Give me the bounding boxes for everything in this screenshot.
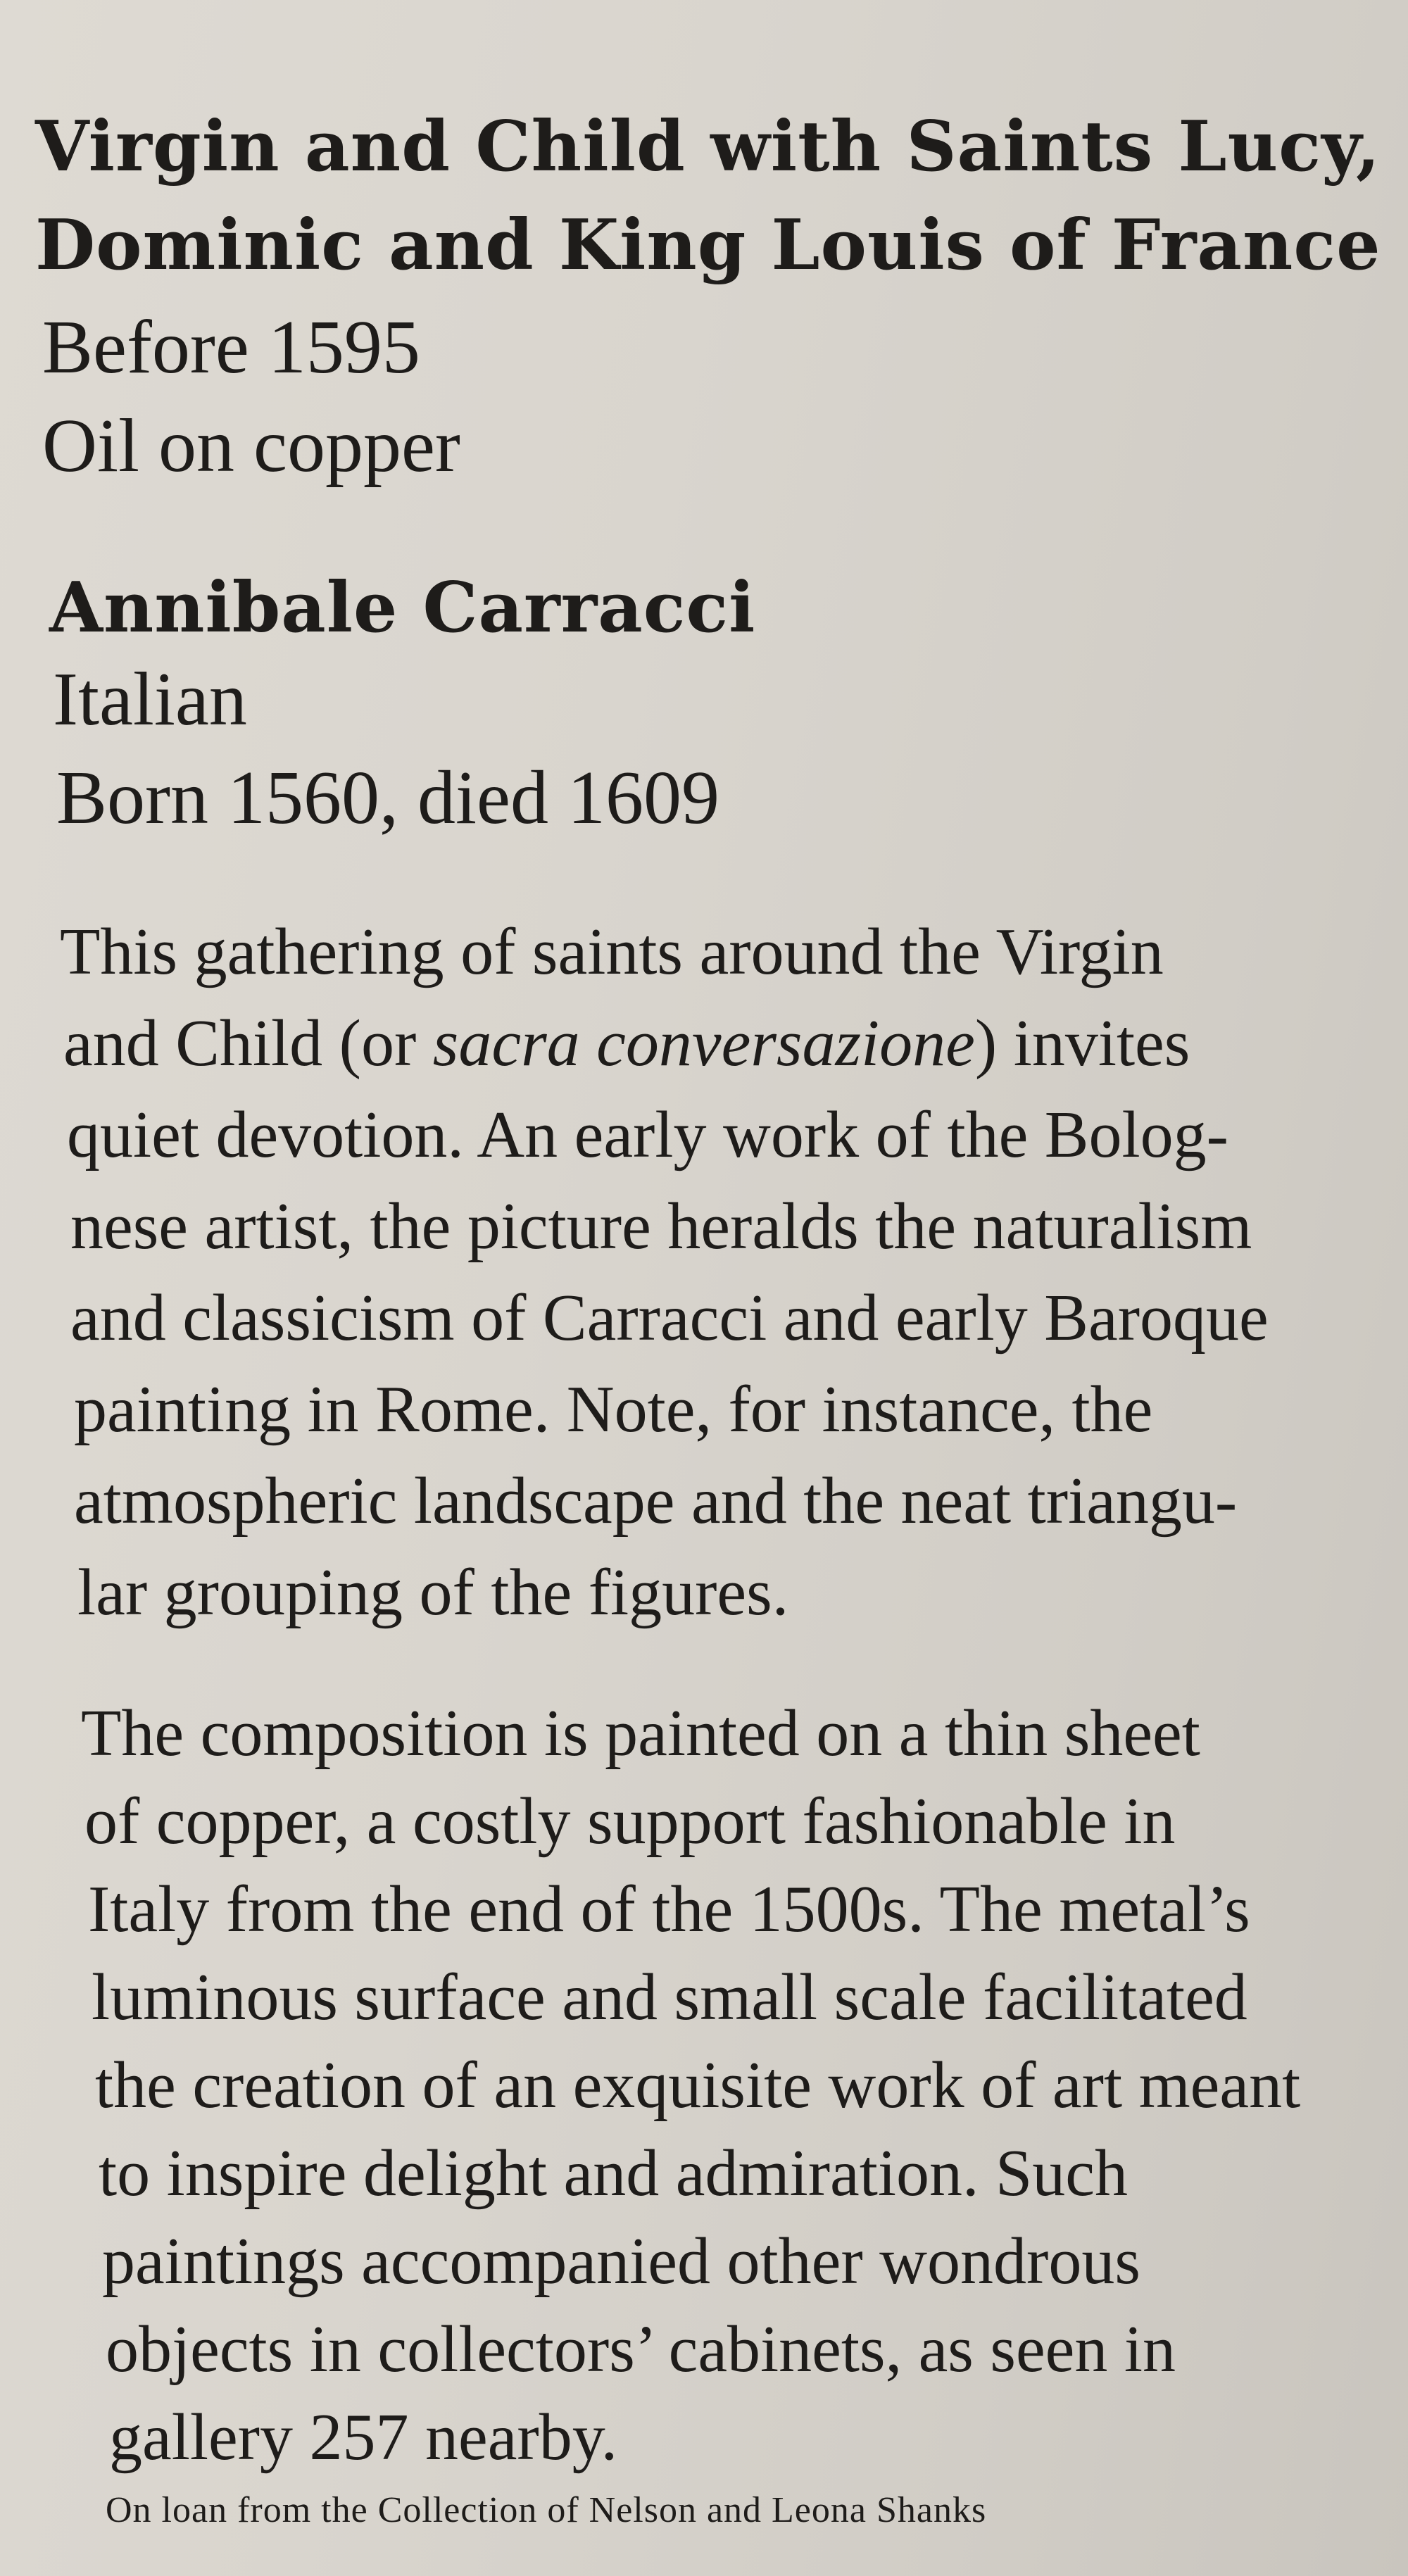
text-segment: ) invites xyxy=(974,1007,1190,1080)
paragraph-2-line: paintings accompanied other wondrous xyxy=(102,2225,1140,2298)
artist-life-dates: Born 1560, died 1609 xyxy=(56,756,719,840)
paragraph-2-line: the creation of an exquisite work of art meant xyxy=(95,2049,1301,2122)
artist-name: Annibale Carracci xyxy=(49,567,756,648)
paragraph-2-line: to inspire delight and admiration. Such xyxy=(99,2137,1128,2210)
paragraph-2-line: objects in collectors’ cabinets, as seen in xyxy=(106,2313,1176,2386)
text-segment: and Child (or xyxy=(63,1007,433,1080)
paragraph-2-line: The composition is painted on a thin sheet xyxy=(81,1697,1200,1770)
artist-nationality: Italian xyxy=(53,658,247,741)
paragraph-1-line: and classicism of Carracci and early Baroque xyxy=(70,1281,1269,1355)
paragraph-1-line xyxy=(63,1007,1190,1080)
paragraph-2-line: luminous surface and small scale facilitated xyxy=(92,1961,1247,2034)
artwork-medium: Oil on copper xyxy=(42,404,460,488)
paragraph-1-line: This gathering of saints around the Virgin xyxy=(60,915,1164,988)
artwork-title-line-1: Virgin and Child with Saints Lucy, xyxy=(35,106,1381,187)
paragraph-2-line: gallery 257 nearby. xyxy=(109,2401,618,2474)
paragraph-1-line: painting in Rome. Note, for instance, the xyxy=(74,1373,1153,1446)
paragraph-1-line: quiet devotion. An early work of the Bolog- xyxy=(67,1098,1228,1171)
paragraph-2-line: Italy from the end of the 1500s. The metal’s xyxy=(88,1873,1250,1946)
paragraph-1-line: atmospheric landscape and the neat triangu- xyxy=(74,1464,1238,1538)
paragraph-1-line: nese artist, the picture heralds the naturalism xyxy=(70,1190,1252,1263)
artwork-date: Before 1595 xyxy=(42,306,420,389)
credit-line: On loan from the Collection of Nelson and Leona Shanks xyxy=(106,2490,987,2530)
paragraph-1-line: lar grouping of the figures. xyxy=(77,1556,789,1629)
italic-term: sacra conversazione xyxy=(432,1007,975,1080)
artwork-title-line-2: Dominic and King Louis of France xyxy=(35,205,1381,286)
paragraph-2-line: of copper, a costly support fashionable in xyxy=(84,1785,1176,1858)
